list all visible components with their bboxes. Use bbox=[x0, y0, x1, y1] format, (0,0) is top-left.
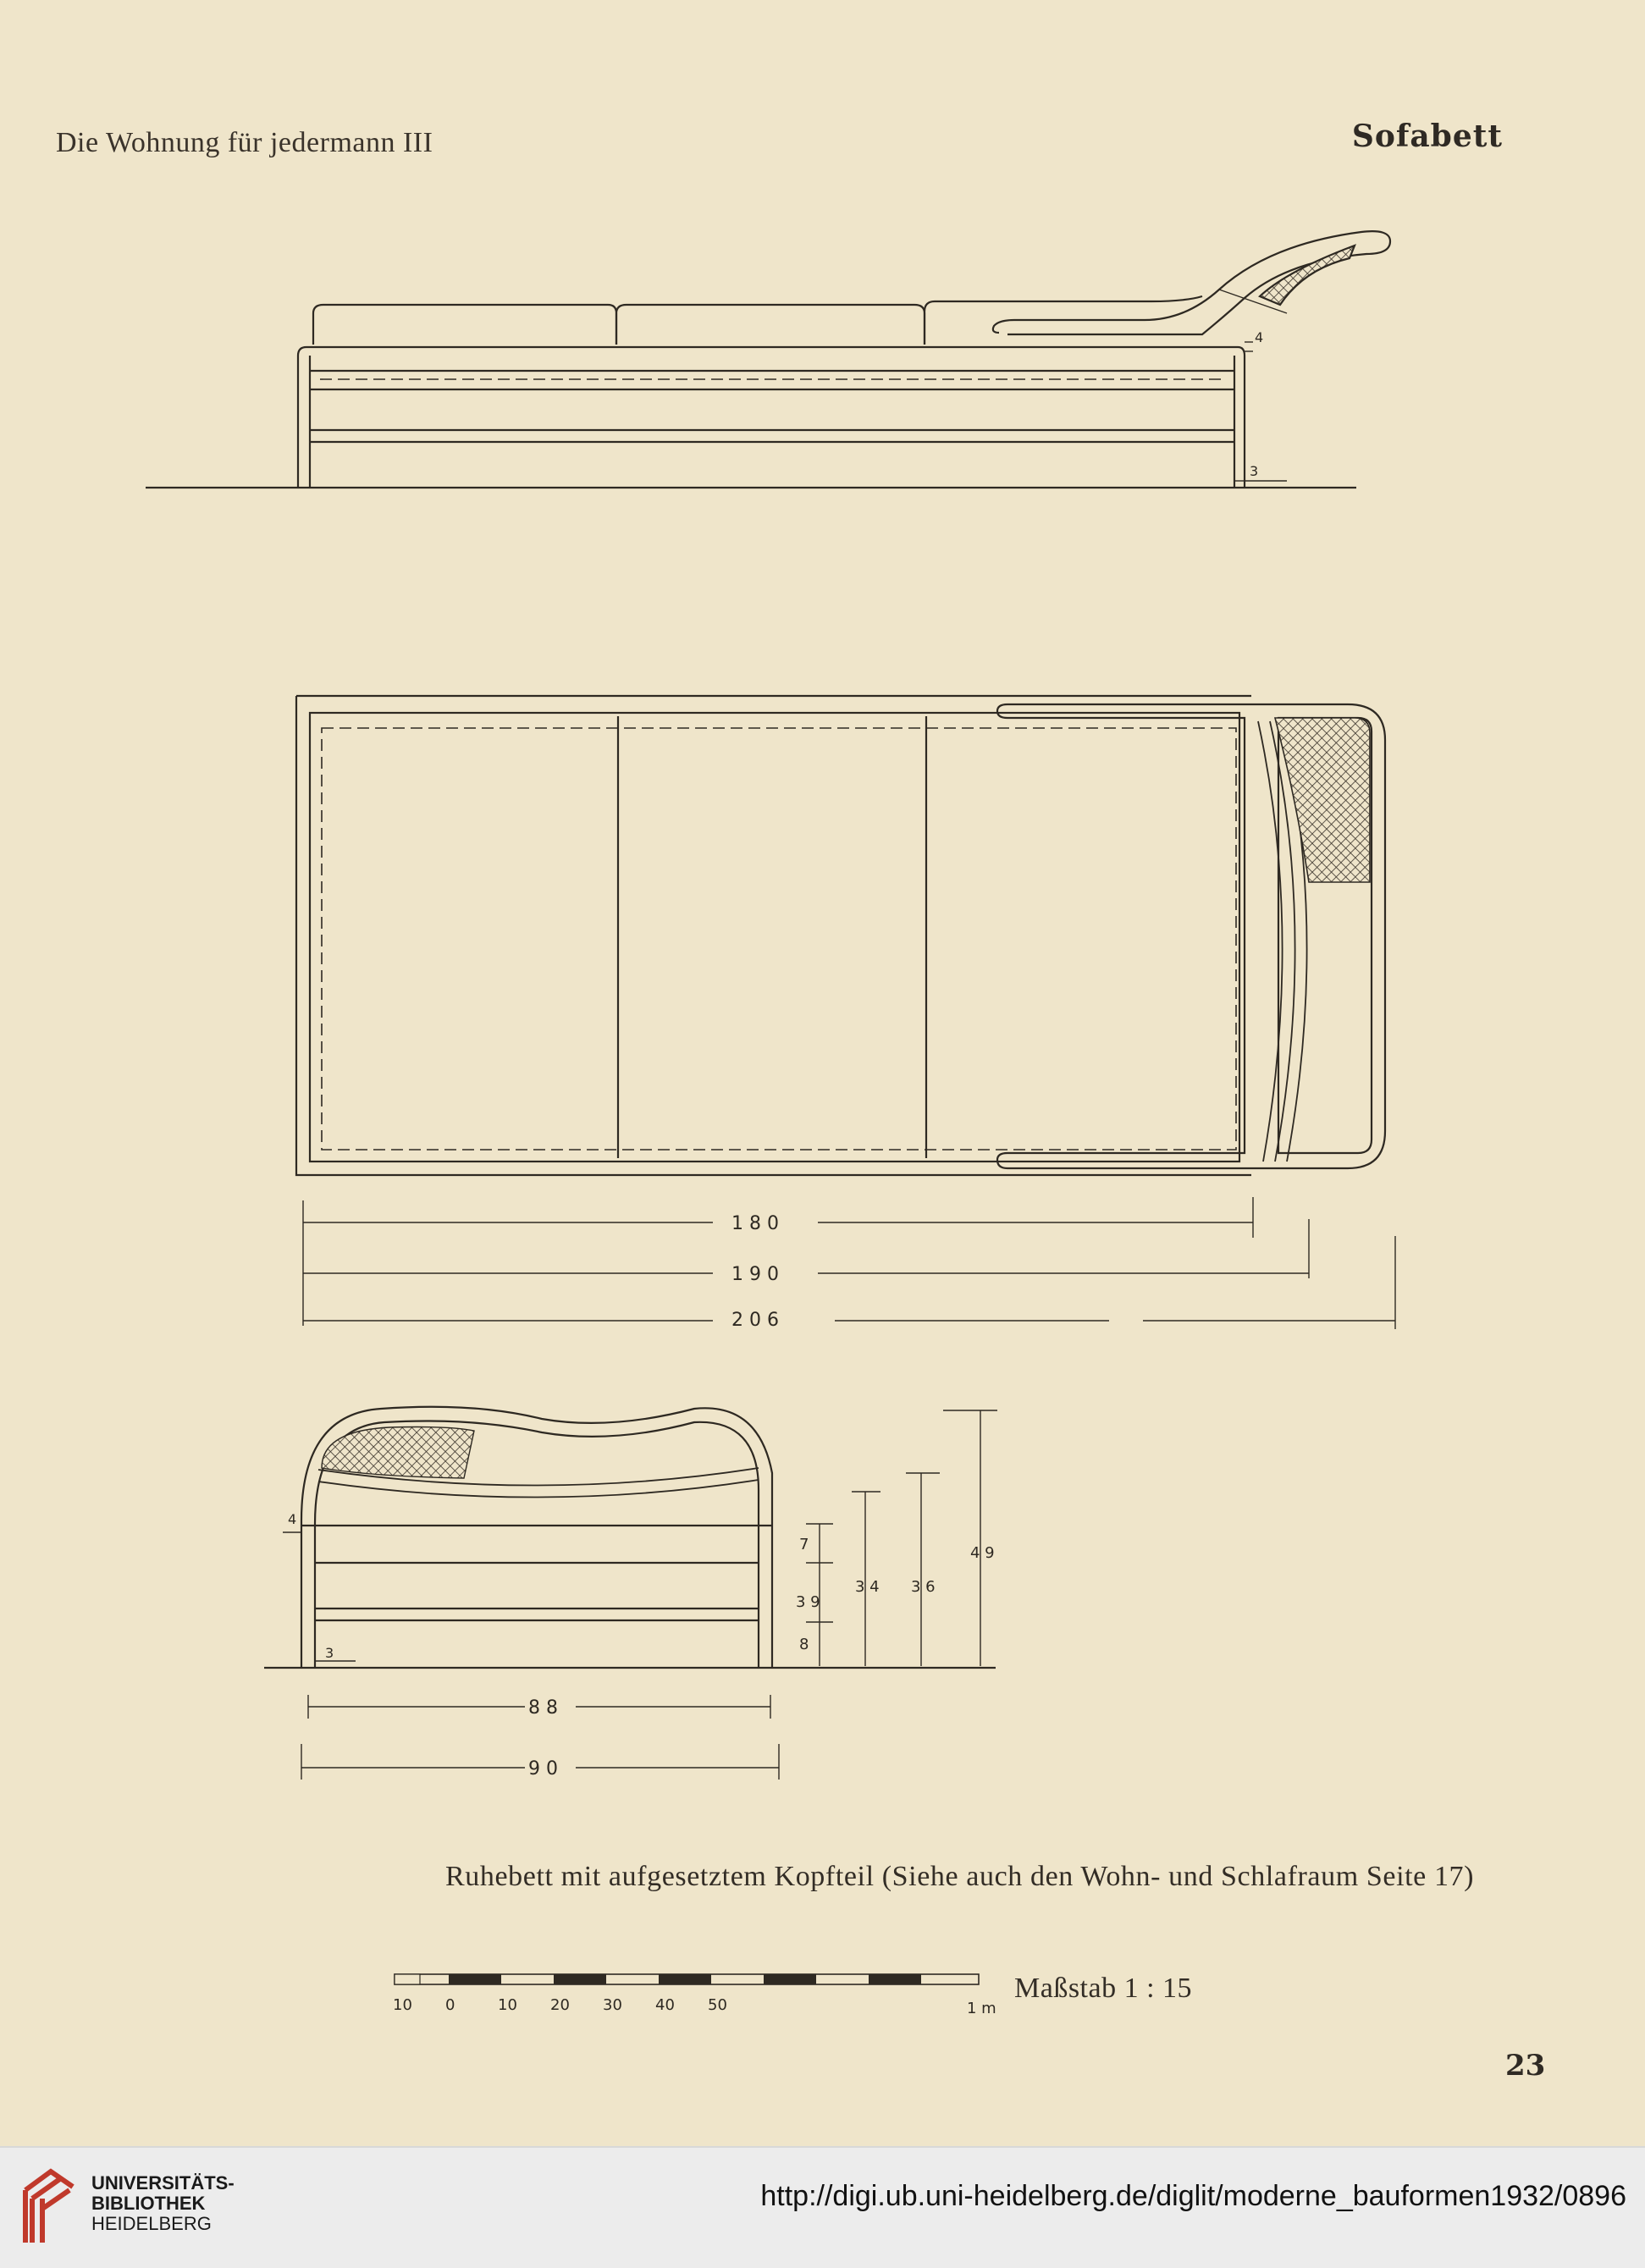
front-seg-b: 3 9 bbox=[796, 1593, 820, 1611]
scale-tick-2: 10 bbox=[498, 1996, 517, 2014]
front-w1: 8 8 bbox=[528, 1697, 558, 1719]
front-foot-dim: 3 bbox=[325, 1645, 334, 1661]
page-number: 23 bbox=[1505, 2049, 1546, 2083]
scale-tick-3: 20 bbox=[550, 1996, 570, 2014]
library-line1: UNIVERSITÄTS- bbox=[91, 2172, 235, 2194]
front-h2: 3 6 bbox=[911, 1578, 936, 1596]
front-seg-a: 7 bbox=[799, 1536, 809, 1553]
front-w2: 9 0 bbox=[528, 1758, 558, 1780]
side-foot-dim: 3 bbox=[1250, 463, 1259, 479]
scale-bar bbox=[393, 1974, 996, 2017]
permalink-url[interactable]: http://digi.ub.uni-heidelberg.de/diglit/moderne_bauformen1932/0896 bbox=[760, 2180, 1626, 2212]
side-top-dim: 4 bbox=[1255, 329, 1264, 345]
viewer-footer bbox=[0, 2146, 1645, 2268]
plan-view bbox=[296, 696, 1395, 1329]
scale-end-label: 1 m bbox=[967, 2000, 996, 2017]
figure-caption: Ruhebett mit aufgesetztem Kopfteil (Siehe auch den Wohn- und Schlafraum Seite 17) bbox=[445, 1861, 1475, 1892]
scale-label: Maßstab 1 : 15 bbox=[1014, 1973, 1193, 2004]
library-line2: BIBLIOTHEK bbox=[91, 2193, 206, 2214]
scale-tick-0: 10 bbox=[393, 1996, 412, 2014]
plan-dim-190: 1 9 0 bbox=[731, 1264, 779, 1285]
running-header-title: Die Wohnung für jedermann III bbox=[56, 127, 433, 158]
scale-tick-4: 30 bbox=[603, 1996, 622, 2014]
library-logo-icon bbox=[17, 2165, 81, 2249]
front-h1: 3 4 bbox=[855, 1578, 880, 1596]
library-name bbox=[91, 2173, 235, 2234]
library-line3: HEIDELBERG bbox=[91, 2213, 212, 2234]
front-left-dim: 4 bbox=[288, 1511, 297, 1527]
plan-dim-180: 1 8 0 bbox=[731, 1213, 779, 1234]
front-h3: 4 9 bbox=[970, 1544, 995, 1562]
side-view bbox=[146, 231, 1390, 488]
front-seg-c: 8 bbox=[799, 1636, 809, 1653]
front-view bbox=[264, 1407, 997, 1780]
scale-tick-6: 50 bbox=[708, 1996, 727, 2014]
plan-dim-206: 2 0 6 bbox=[731, 1310, 779, 1331]
scale-tick-5: 40 bbox=[655, 1996, 675, 2014]
section-title: Sofabett bbox=[1351, 119, 1503, 154]
scale-tick-1: 0 bbox=[445, 1996, 455, 2014]
